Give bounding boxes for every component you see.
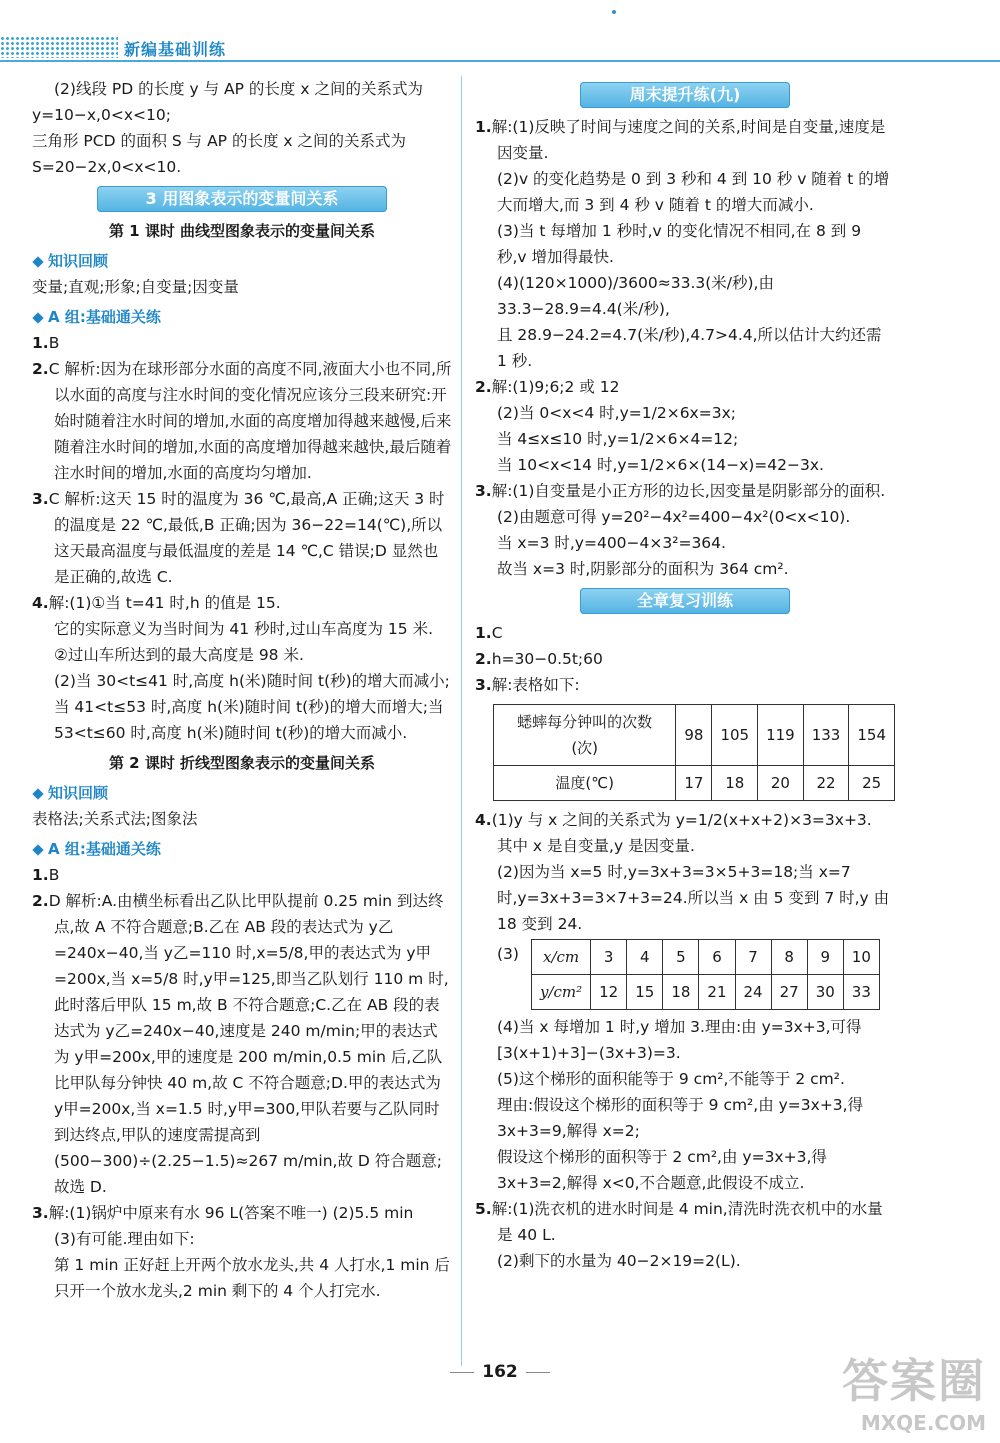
answer-line: (2)剩下的水量为 40−2×19=2(L). [497,1252,741,1270]
item-text: C [491,624,503,642]
review-text: 变量;直观;形象;自变量;因变量 [32,278,239,296]
answer-item [32,356,452,486]
answer-line: 当 4≤x≤10 时,y=1/2×6×4=12; [497,430,739,448]
answer-line: (2)因为当 x=5 时,y=3x+3=3×5+3=18;当 x=7 时,y=3x+3=3×7+3=24.所以当 x 由 5 变到 7 时,y 由 18 变到 24. [497,863,890,933]
section-heading [32,304,452,330]
section-heading-label: 知识回顾 [48,252,109,270]
header-rule [0,60,1000,62]
answer-line: (4)当 x 每增加 1 时,y 增加 3.理由:由 y=3x+3,可得 [3(x+1)+3]−(3x+3)=3. [497,1018,862,1062]
answer-line: 其中 x 是自变量,y 是因变量. [497,837,695,855]
answer-line: (2)由题意可得 y=20²−4x²=400−4x²(0<x<10). [497,508,851,526]
item-number: 3. [32,1204,49,1222]
section-banner: 周末提升练(九) [580,82,790,108]
item-text: 解:表格如下: [491,676,580,694]
watermark [842,1345,986,1435]
table-cell: 20 [758,766,804,801]
lesson-title: 第 1 课时 曲线型图象表示的变量间关系 [108,222,376,240]
answer-item [475,1196,895,1248]
answer-line: 它的实际意义为当时间为 41 秒时,过山车高度为 15 米. [54,620,434,638]
answer-line: (3)当 t 每增加 1 秒时,v 的变化情况不相同,在 8 到 9 秒,v 增加得最快. [497,222,862,266]
section-heading [32,780,452,806]
item-number: 3. [32,490,49,508]
item-text: 解:(1)锅炉中原来有水 96 L(答案不唯一) (2)5.5 min [48,1204,414,1222]
answer-item [32,330,452,356]
item-text: (1)y 与 x 之间的关系式为 y=1/2(x+x+2)×3=3x+3. [491,811,872,829]
answer-line: (3)有可能.理由如下: [54,1230,195,1248]
footer-dash [526,1372,550,1373]
item-text: B [48,866,60,884]
item-number: 4. [475,811,492,829]
item-number: 2. [475,650,492,668]
intro-line: (2)线段 PD 的长度 y 与 AP 的长度 x 之间的关系式为 [54,80,423,98]
answer-item [475,478,895,504]
answer-item [475,374,895,400]
table-cell: 119 [758,705,804,766]
table-cell: 18 [712,766,758,801]
table-cell: 10 [843,940,879,975]
table-cell: 17 [676,766,712,801]
table-cell: 7 [735,940,771,975]
table-row [531,940,879,975]
table-cell: 15 [627,975,663,1010]
item-text: D 解析:A.由横坐标看出乙队比甲队提前 0.25 min 到达终点,故 A 不符合题意;B.乙在 AB 段的表达式为 y乙=240x−40,当 y乙=110 时,x=5/8,甲的表达式为 y甲=200x,当 x=5/8 时,y甲=125,即当乙队划行 110 m 时,此时落后甲队 15 m,故 B 不符合题意;C.乙在 AB 段的表达式为 y乙=240x−40,速度是 240 m/min;甲的表达式为 y甲=200x,甲的速度是 200 m/min,0.5 min 后,乙队比甲队每分钟快 40 m,故 C 不符合题意;D.甲的表达式为 y甲=200x,当 x=1.5 时,y甲=300,甲队若要与乙队同时到达终点,甲队的速度需提高到(500−300)÷(2.25−1.5)≈267 m/min,故 D 符合题意;故选 D. [48,892,449,1196]
page-number: 162 [482,1362,518,1382]
answer-line: 故当 x=3 时,阴影部分的面积为 364 cm². [497,560,789,578]
answer-line: 第 1 min 正好赶上开两个放水龙头,共 4 人打水,1 min 后只开一个放水龙头,2 min 剩下的 4 个人打完水. [54,1256,450,1300]
table-cell: 105 [712,705,758,766]
table-cell: 9 [807,940,843,975]
answer-item [475,620,895,646]
answer-line: 假设这个梯形的面积等于 2 cm²,由 y=3x+3,得 3x+3=2,解得 x<0,不合题意,此假设不成立. [497,1148,827,1192]
diamond-icon [32,788,43,799]
answer-line: 当 41<t≤53 时,高度 h(米)随时间 t(秒)的增大而增大;当 53<t≤60 时,高度 h(米)随时间 t(秒)的增大而减小. [54,698,444,742]
diamond-icon [32,256,43,267]
right-column [475,76,895,1274]
answer-line: (2)当 0<x<4 时,y=1/2×6x=3x; [497,404,736,422]
section-heading [32,248,452,274]
xy-table [531,939,880,1010]
table-cell: 24 [735,975,771,1010]
answer-line: 当 10<x<14 时,y=1/2×6×(14−x)=42−3x. [497,456,824,474]
item-number: 4. [32,594,49,612]
item-text: 解:(1)洗衣机的进水时间是 4 min,清洗时洗衣机中的水量是 40 L. [491,1200,883,1244]
item-text: 解:(1)自变量是小正方形的边长,因变量是阴影部分的面积. [491,482,886,500]
page-header [0,30,1000,64]
intro-line: 三角形 PCD 的面积 S 与 AP 的长度 x 之间的关系式为 [32,132,406,150]
answer-item [32,590,452,616]
intro-line: y=10−x,0<x<10; [32,106,171,124]
item-text: C 解析:这天 15 时的温度为 36 ℃,最高,A 正确;这天 3 时的温度是 22 ℃,最低,B 正确;因为 36−22=14(℃),所以这天最高温度与最低温度的差是 14 ℃,C 错误;D 显然也是正确的,故选 C. [48,490,445,586]
answer-line: 当 x=3 时,y=400−4×3²=364. [497,534,726,552]
table-row [494,705,895,766]
item-number: 1. [32,334,49,352]
section-heading-label: A 组:基础通关练 [48,308,161,326]
item-number: 2. [475,378,492,396]
table-cell: 25 [849,766,895,801]
answer-line: ②过山车所达到的最大高度是 98 米. [54,646,304,664]
table-cell: 6 [699,940,735,975]
answer-line: 且 28.9−24.2=4.7(米/秒),4.7>4.4,所以估计大约还需 1 秒. [497,326,882,370]
table-row [494,766,895,801]
answer-item [475,672,895,698]
table-header-cell: x/cm [531,940,590,975]
left-column [32,76,452,1304]
table-cell: 30 [807,975,843,1010]
diamond-icon [32,312,43,323]
table-cell: 133 [803,705,849,766]
diamond-icon [32,844,43,855]
xy-table-block [475,937,895,1014]
table-cell: 3 [591,940,627,975]
item-text: C 解析:因为在球形部分水面的高度不同,液面大小也不同,所以水面的高度与注水时间的变化情况应该分三段来研究:开始时随着注水时间的增加,水面的高度增加得越来越慢,后来随着注水时间的增加,水面的高度增加得越来越快,最后随着注水时间的增加,水面的高度均匀增加. [48,360,452,482]
column-divider [461,76,462,1366]
brand-title: 新编基础训练 [124,40,227,59]
review-text: 表格法;关系式法;图象法 [32,810,198,828]
item-text: h=30−0.5t;60 [491,650,603,668]
answer-line: 理由:假设这个梯形的面积等于 9 cm²,由 y=3x+3,得 3x+3=9,解得 x=2; [497,1096,864,1140]
table-cell: 5 [663,940,699,975]
table-cell: 98 [676,705,712,766]
top-dot [612,10,616,14]
section-heading [32,836,452,862]
answer-item [475,646,895,672]
answer-item [32,888,452,1200]
answer-line: (5)这个梯形的面积能等于 9 cm²,不能等于 2 cm². [497,1070,845,1088]
table-header-cell: 温度(℃) [494,766,676,801]
item-number: 3. [475,676,492,694]
item-text: 解:(1)9;6;2 或 12 [491,378,620,396]
answer-line: (2)当 30<t≤41 时,高度 h(米)随时间 t(秒)的增大而减小; [54,672,450,690]
table-cell: 12 [591,975,627,1010]
answer-line: (2)v 的变化趋势是 0 到 3 秒和 4 到 10 秒 v 随着 t 的增大而增大,而 3 到 4 秒 v 随着 t 的增大而减小. [497,170,890,214]
header-dot-pattern [0,36,118,58]
section-heading-label: 知识回顾 [48,784,109,802]
section-heading-label: A 组:基础通关练 [48,840,161,858]
item-text: B [48,334,60,352]
section-banner: 全章复习训练 [580,588,790,614]
footer-dash [450,1372,474,1373]
lesson-title: 第 2 课时 折线型图象表示的变量间关系 [108,754,376,772]
table-cell: 22 [803,766,849,801]
table-header-cell: 蟋蟀每分钟叫的次数(次) [494,705,676,766]
section-banner: 3 用图象表示的变量间关系 [97,186,387,212]
item-number: 5. [475,1200,492,1218]
answer-line: (4)(120×1000)/3600≈33.3(米/秒),由 33.3−28.9=4.4(米/秒), [497,274,774,318]
answer-item [475,807,895,833]
item-text: 解:(1)①当 t=41 时,h 的值是 15. [48,594,281,612]
table-cell: 33 [843,975,879,1010]
item-text: 解:(1)反映了时间与速度之间的关系,时间是自变量,速度是因变量. [491,118,886,162]
table-cell: 8 [771,940,807,975]
item-number: 1. [32,866,49,884]
answer-item [475,114,895,166]
item-number: 3. [475,482,492,500]
item-number: 1. [475,118,492,136]
table-cell: 21 [699,975,735,1010]
intro-line: S=20−2x,0<x<10. [32,158,182,176]
item-number: 2. [32,360,49,378]
answer-item [32,862,452,888]
table-cell: 154 [849,705,895,766]
table-row [531,975,879,1010]
item-number: 2. [32,892,49,910]
table-cell: 18 [663,975,699,1010]
watermark-title: 答案圈 [842,1354,986,1408]
table-header-cell: y/cm² [531,975,590,1010]
cricket-temperature-table [493,704,895,801]
answer-item [32,1200,452,1226]
table-cell: 4 [627,940,663,975]
table-cell: 27 [771,975,807,1010]
item-number: 1. [475,624,492,642]
sub-label: (3) [497,945,519,963]
watermark-url: MXQE.COM [860,1411,986,1435]
answer-item [32,486,452,590]
